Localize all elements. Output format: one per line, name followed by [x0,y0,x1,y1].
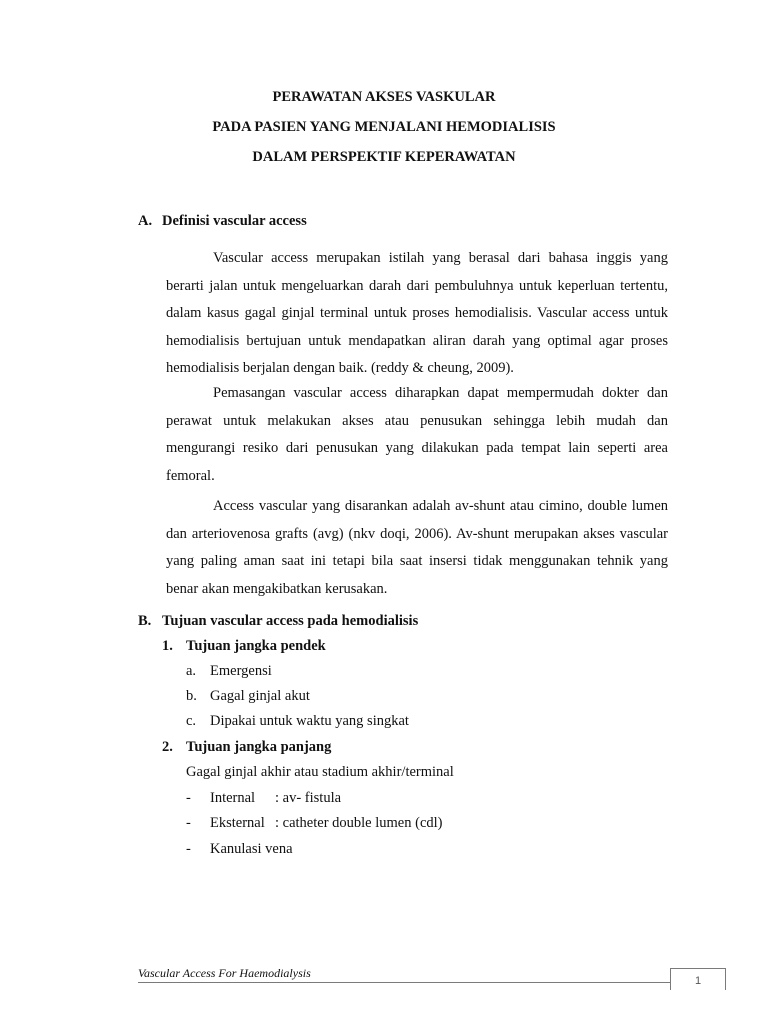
title-line-3: DALAM PERSPEKTIF KEPERAWATAN [252,149,516,165]
list-value: : av- fistula [275,790,342,806]
subsection-2-marker: 2. [162,739,173,755]
subsection-2-heading [162,738,331,756]
section-b-heading [138,612,418,630]
section-b-marker: B. [138,613,152,629]
list-item [186,712,409,730]
section-a-paragraph-1: Vascular access merupakan istilah yang berasal dari bahasa inggis yang berarti jalan untuk mengeluarkan darah dari pembuluhnya untuk keperluan tertentu, dalam kasus gagal ginjal terminal untuk proses hemodialisis. Vascular access untuk hemodialisis bertujuan untuk mendapatkan aliran darah yang optimal agar proses hemodialisis berjalan dengan baik. (reddy & cheung, 2009). [166,250,668,377]
title-line-2: PADA PASIEN YANG MENJALANI HEMODIALISIS [212,119,556,135]
section-a-paragraph-2: Pemasangan vascular access diharapkan dapat mempermudah dokter dan perawat untuk melakukan akses atau penusukan sehingga lebih mudah dan mengurangi resiko dari penusukan yang dilakukan pada tempat lain seperti area femoral. [166,385,668,484]
list-label: Internal [210,790,256,806]
list-label: Kanulasi vena [210,841,293,857]
list-item [186,840,293,858]
list-item [186,662,272,680]
list-marker: a. [186,663,197,679]
list-marker: c. [186,713,197,729]
page-number: 1 [670,968,726,990]
subsection-2-title: Tujuan jangka panjang [186,739,332,755]
subsection-1-marker: 1. [162,638,173,654]
list-item [186,814,443,832]
list-marker: b. [186,688,197,704]
subsection-1-heading [162,637,326,655]
list-marker: - [186,815,191,831]
section-a-marker: A. [138,213,153,229]
list-text: Emergensi [210,663,272,679]
footer-divider [138,982,670,983]
list-marker: - [186,841,191,857]
title-line-1: PERAWATAN AKSES VASKULAR [272,89,496,105]
list-label: Eksternal [210,815,265,831]
section-a-title: Definisi vascular access [162,213,307,229]
list-text: Dipakai untuk waktu yang singkat [210,713,409,729]
list-marker: - [186,790,191,806]
subsection-2-intro: Gagal ginjal akhir atau stadium akhir/terminal [186,764,454,780]
list-item [186,687,310,705]
footer-title: Vascular Access For Haemodialysis [138,966,311,980]
section-a-heading [138,212,307,230]
list-text: Gagal ginjal akut [210,688,310,704]
list-item [186,789,341,807]
section-a-paragraph-3: Access vascular yang disarankan adalah av-shunt atau cimino, double lumen dan arteriovenosa grafts (avg) (nkv doqi, 2006). Av-shunt merupakan akses vascular yang paling aman saat ini tetapi bila saat insersi tidak menggunakan tehnik yang benar akan mengakibatkan kerusakan. [166,498,668,597]
list-value: : catheter double lumen (cdl) [275,815,443,831]
section-b-title: Tujuan vascular access pada hemodialisis [162,613,419,629]
subsection-1-title: Tujuan jangka pendek [186,638,326,654]
